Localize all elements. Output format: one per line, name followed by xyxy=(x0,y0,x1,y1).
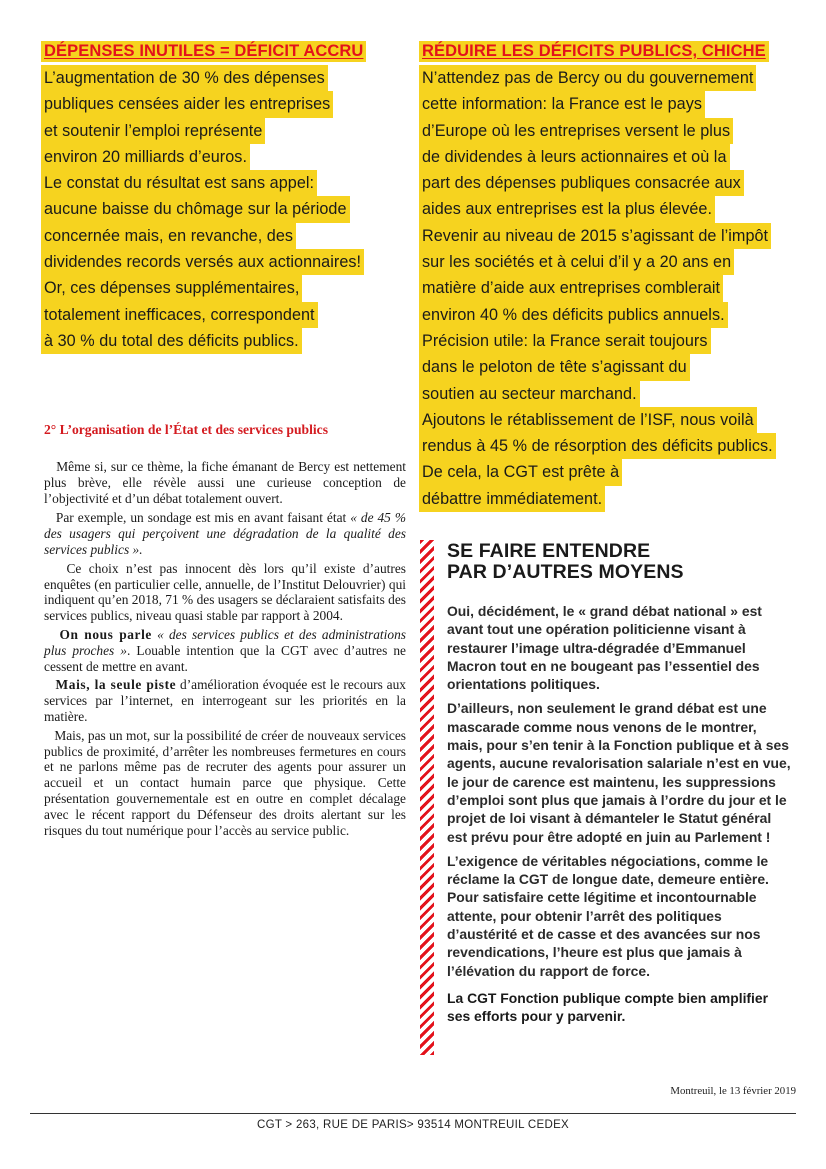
highlight-line: dans le peloton de tête s’agissant du xyxy=(419,354,690,380)
services-quote: « des services publics et des administrations plus proches » xyxy=(44,626,406,658)
highlight-line: totalement inefficaces, correspondent xyxy=(41,302,318,328)
red-stripe-bar xyxy=(420,540,434,1055)
callout-body xyxy=(447,602,792,1032)
callout-paragraph-2: D’ailleurs, non seulement le grand débat est une mascarade comme nous venons de le montrer, mais, pour s’en tenir à la Fonction publique et à ses agents, aucune revalorisation salariale n’est en vue, le jour de carence est maintenu, les suppressions d’emploi sont plus que jamais à l’ordre du jour et le projet de loi visant à démanteler le Statut général est prévu pour être adopté en juin au Parlement ! xyxy=(447,700,791,845)
right-box-title: RÉDUIRE LES DÉFICITS PUBLICS, CHICHE xyxy=(419,41,769,62)
callout-paragraph-1: Oui, décidément, le « grand débat national » est avant tout une opération politicienne visant à restaurer l’image ultra-dégradée d’Emmanuel Macron tout en ne bougeant pas l’essentiel des orientations politiques. xyxy=(447,603,762,693)
right-box-lines xyxy=(419,65,776,512)
highlight-line: aucune baisse du chômage sur la période xyxy=(41,196,350,222)
highlight-line: dividendes records versés aux actionnaires! xyxy=(41,249,364,275)
highlight-line: environ 40 % des déficits publics annuels. xyxy=(419,302,728,328)
highlight-line: matière d’aide aux entreprises comblerait xyxy=(419,275,723,301)
callout-paragraph-3: L’exigence de véritables négociations, comme le réclame la CGT de longue date, demeure entière. Pour satisfaire cette légitime et incontournable attente, pour obtenir l’arrêt des politiques d’austérité et de casse et des avancées sur nos revendications, l’heure est plus que jamais à l’élévation du rapport de force. xyxy=(447,852,769,979)
survey-quote: « de 45 % des usagers qui perçoivent une dégradation de la qualité des services publics ». xyxy=(44,510,406,557)
highlight-line: environ 20 milliards d’euros. xyxy=(41,144,250,170)
highlight-line: de dividendes à leurs actionnaires et où la xyxy=(419,144,730,170)
section-body xyxy=(44,459,406,841)
paragraph-6: Mais, pas un mot, sur la possibilité de créer de nouveaux services publics de proximité, d’arrêter les nombreuses fermetures en cours et ne parlons même pas de recruter des agents pour assurer un accueil et un contact humain parce que physique. Cette présentation gouvernementale est en outre en complet décalage avec le récent rapport du Défenseur des droits alertant sur les risques du tout numérique pour l’accès au service public. xyxy=(44,727,407,838)
paragraph-2: Par exemple, un sondage est mis en avant faisant état « de 45 % des usagers qui perçoivent une dégradation de la qualité des services publics ». xyxy=(44,510,406,557)
paragraph-5: Mais, la seule piste d’amélioration évoquée est le recours aux services par l’internet, en interrogeant sur les priorités en la matière. xyxy=(44,677,406,724)
highlight-line: Or, ces dépenses supplémentaires, xyxy=(41,275,302,301)
highlight-line: d’Europe où les entreprises versent le plus xyxy=(419,118,733,144)
highlight-line: aides aux entreprises est la plus élevée. xyxy=(419,196,715,222)
highlight-line: part des dépenses publiques consacrée aux xyxy=(419,170,744,196)
highlight-line: Le constat du résultat est sans appel: xyxy=(41,170,317,196)
left-box-title: DÉPENSES INUTILES = DÉFICIT ACCRU xyxy=(41,41,366,62)
highlight-line: Précision utile: la France serait toujours xyxy=(419,328,711,354)
paragraph-3: Ce choix n’est pas innocent dès lors qu’il existe d’autres enquêtes (en particulier celle, annuelle, de l’Institut Delouvrier) qui indiquent qu’en 2018, 71 % des usagers se déclaraient satisfaits des services publics, niveau quasi stable par rapport à 2004. xyxy=(44,560,406,624)
paragraph-1: Même si, sur ce thème, la fiche émanant de Bercy est nettement plus brève, elle révèle aussi une curieuse conception de l’objectivité et d’un débat totalement ouvert. xyxy=(44,459,407,506)
left-highlight-box xyxy=(41,41,366,354)
right-highlight-box xyxy=(419,41,776,512)
highlight-line: Revenir au niveau de 2015 s’agissant de l’impôt xyxy=(419,223,771,249)
highlight-line: sur les sociétés et à celui d’il y a 20 ans en xyxy=(419,249,734,275)
highlight-line: De cela, la CGT est prête à xyxy=(419,459,622,485)
highlight-line: débattre immédiatement. xyxy=(419,486,605,512)
date-line: Montreuil, le 13 février 2019 xyxy=(670,1085,796,1097)
highlight-line: L’augmentation de 30 % des dépenses xyxy=(41,65,328,91)
highlight-line: concernée mais, en revanche, des xyxy=(41,223,296,249)
highlight-line: N’attendez pas de Bercy ou du gouvernement xyxy=(419,65,756,91)
highlight-line: Ajoutons le rétablissement de l’ISF, nous voilà xyxy=(419,407,757,433)
highlight-line: et soutenir l’emploi représente xyxy=(41,118,265,144)
callout-paragraph-4: La CGT Fonction publique compte bien amplifier ses efforts pour y parvenir. xyxy=(447,989,769,1025)
highlight-line: à 30 % du total des déficits publics. xyxy=(41,328,302,354)
highlight-line: rendus à 45 % de résorption des déficits publics. xyxy=(419,433,776,459)
highlight-line: publiques censées aider les entreprises xyxy=(41,91,333,117)
footer-divider xyxy=(30,1113,796,1114)
left-box-lines xyxy=(41,65,366,354)
highlight-line: cette information: la France est le pays xyxy=(419,91,705,117)
footer-address: CGT > 263, RUE DE PARIS> 93514 MONTREUIL CEDEX xyxy=(256,1119,570,1131)
callout-title: SE FAIRE ENTENDRE PAR D’AUTRES MOYENS xyxy=(447,540,684,583)
paragraph-4: On nous parle « des services publics et des administrations plus proches ». Louable intention que la CGT avec d’autres ne cessent de mettre en avant. xyxy=(44,626,406,674)
section-heading: 2° L’organisation de l’État et des services publics xyxy=(44,422,328,437)
highlight-line: soutien au secteur marchand. xyxy=(419,381,640,407)
